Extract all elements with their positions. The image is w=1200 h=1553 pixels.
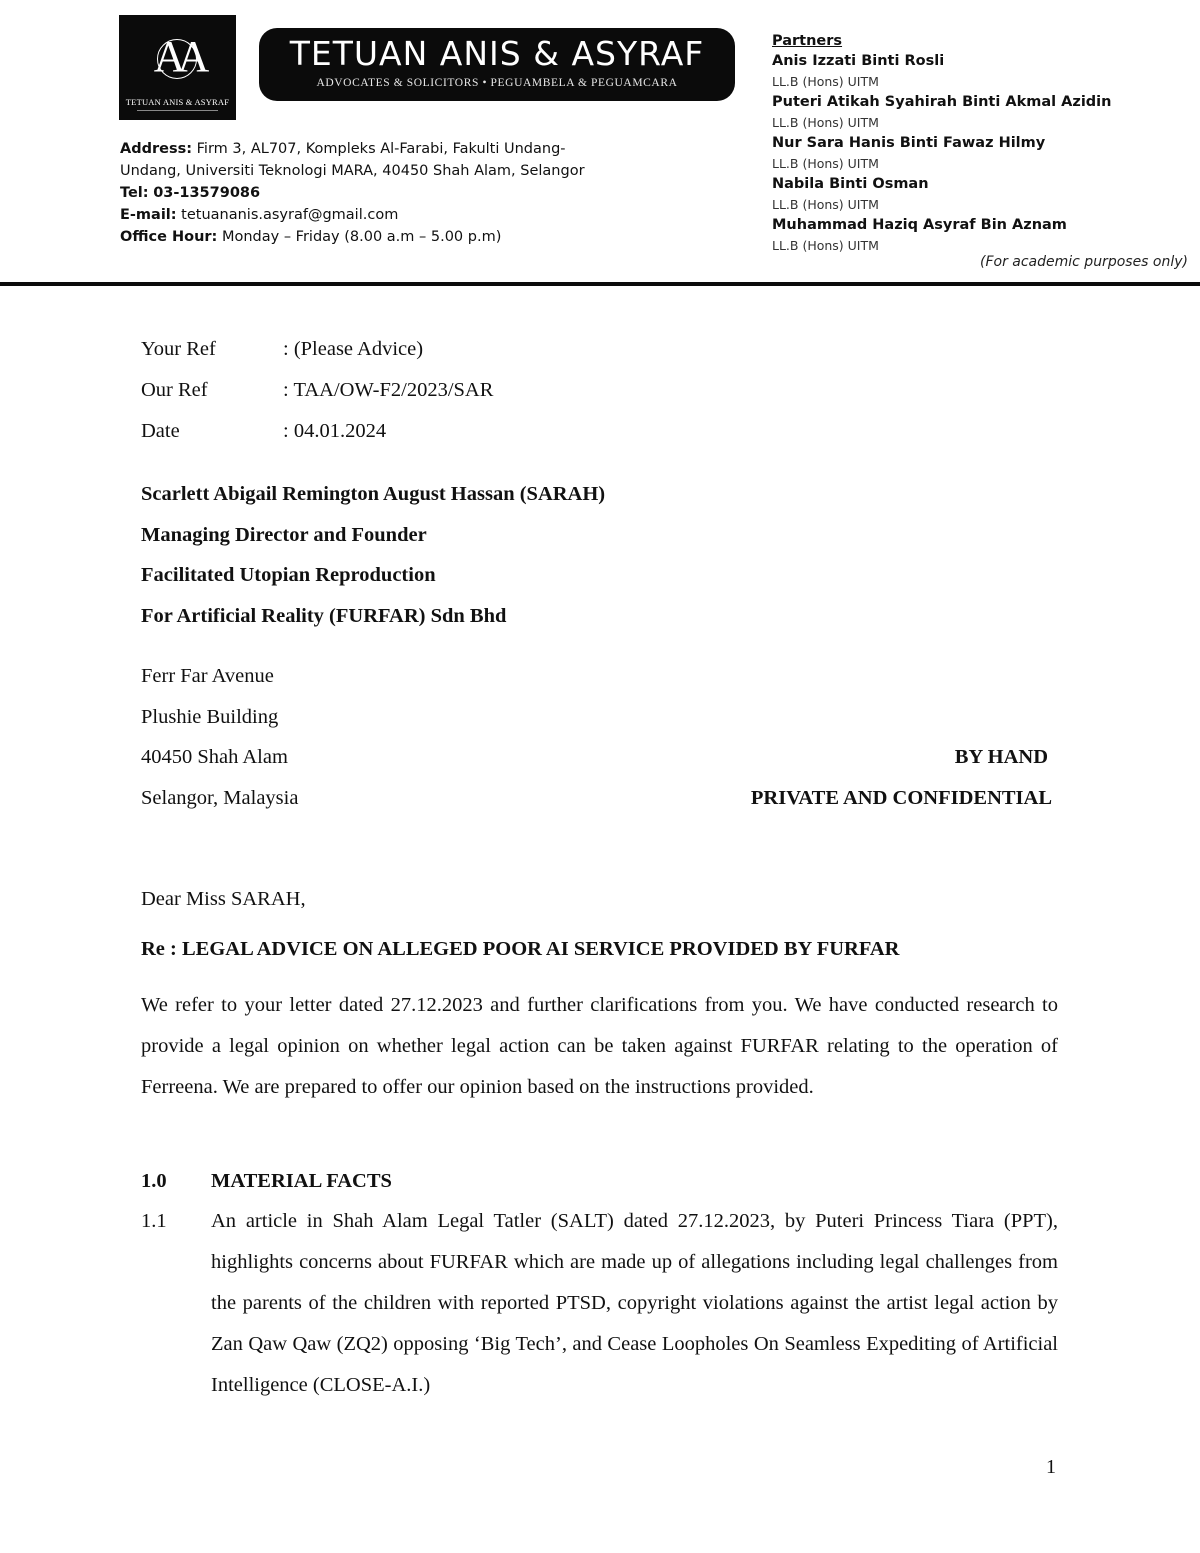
our-ref-label: Our Ref: [141, 379, 208, 401]
recipient-position: Managing Director and Founder: [141, 523, 427, 546]
date-row: [141, 419, 493, 460]
firm-name-banner: [259, 28, 735, 101]
recipient-name: Scarlett Abigail Remington August Hassan (SARAH): [141, 483, 606, 505]
delivery-method: BY HAND: [954, 746, 1048, 768]
email-label: E-mail:: [120, 207, 177, 223]
partner-degree: LL.B (Hons) UITM: [772, 74, 879, 89]
our-ref-value: : TAA/OW-F2/2023/SAR: [283, 379, 494, 401]
subject-line: Re : LEGAL ADVICE ON ALLEGED POOR AI SERVICE PROVIDED BY FURFAR: [141, 938, 900, 960]
item-number: 1.1: [141, 1210, 167, 1232]
partner-name: Nur Sara Hanis Binti Fawaz Hilmy: [772, 135, 1046, 151]
partner-name: Anis Izzati Binti Rosli: [772, 53, 945, 69]
tel-line: [120, 182, 640, 204]
partner-name: Muhammad Haziq Asyraf Bin Aznam: [772, 217, 1067, 233]
address-line-2: Plushie Building: [141, 705, 279, 728]
section-number: 1.0: [141, 1170, 167, 1192]
address-line-1: Ferr Far Avenue: [141, 665, 274, 687]
partner-degree: LL.B (Hons) UITM: [772, 197, 879, 212]
partner-name: Puteri Atikah Syahirah Binti Akmal Azidin: [772, 94, 1112, 110]
recipient-company-line2: For Artificial Reality (FURFAR) Sdn Bhd: [141, 604, 507, 627]
intro-paragraph: We refer to your letter dated 27.12.2023 and further clarifications from you. We have conducted research to provide a legal opinion on whether legal action can be taken against FURFAR relating to the operation of Ferreena. We are prepared to offer our opinion based on the instructions provided.: [141, 994, 1058, 1098]
partner-name: Nabila Binti Osman: [772, 176, 929, 192]
address-line1: Firm 3, AL707, Kompleks Al-Farabi, Fakulti Undang-: [196, 141, 566, 157]
contact-block: [120, 138, 640, 248]
logo-name: TETUAN ANIS & ASYRAF: [125, 97, 230, 107]
address-line2: Undang, Universiti Teknologi MARA, 40450 Shah Alam, Selangor: [120, 163, 585, 179]
header-divider: [0, 282, 1200, 286]
page-number: 1: [1046, 1456, 1056, 1478]
logo-monogram: AA: [153, 32, 202, 81]
firm-subtitle: ADVOCATES & SOLICITORS • PEGUAMBELA & PEGUAMCARA: [316, 77, 678, 89]
your-ref-row: [141, 337, 493, 378]
recipient-address: [141, 663, 298, 825]
tel-value: 03-13579086: [153, 185, 261, 201]
logo-underline: [137, 110, 218, 113]
address-line-3: 40450 Shah Alam: [141, 746, 288, 768]
email-value: tetuananis.asyraf@gmail.com: [181, 207, 399, 223]
partner-degree: LL.B (Hons) UITM: [772, 156, 879, 171]
your-ref-label: Your Ref: [141, 338, 216, 360]
email-line: [120, 204, 640, 226]
classification: PRIVATE AND CONFIDENTIAL: [750, 787, 1052, 809]
your-ref-value: : (Please Advice): [283, 338, 424, 360]
partner-degree: LL.B (Hons) UITM: [772, 238, 879, 253]
partners-title: Partners: [772, 33, 843, 49]
address-line-4: Selangor, Malaysia: [141, 786, 299, 809]
item-text: An article in Shah Alam Legal Tatler (SALT) dated 27.12.2023, by Puteri Princess Tiara (PPT), highlights concerns about FURFAR which are made up of allegations including legal challenges from the parents of the children with reported PTSD, copyright violations against the artist legal action by Zan Qaw Qaw (ZQ2) opposing ‘Big Tech’, and Cease Loopholes On Seamless Expediting of Artificial Intelligence (CLOSE-A.I.): [211, 1210, 1058, 1396]
partner-degree: LL.B (Hons) UITM: [772, 115, 879, 130]
firm-name: TETUAN ANIS & ASYRAF: [289, 34, 705, 73]
hours-line: [120, 226, 640, 248]
hours-label: Office Hour:: [120, 229, 218, 245]
date-value: : 04.01.2024: [283, 420, 387, 442]
section-title: MATERIAL FACTS: [211, 1170, 392, 1192]
tel-label: Tel:: [120, 185, 149, 201]
hours-value: Monday – Friday (8.00 a.m – 5.00 p.m): [221, 229, 502, 245]
recipient-block: [141, 481, 605, 643]
partners-block: [772, 31, 1192, 256]
reference-block: [141, 337, 493, 460]
academic-note: (For academic purposes only): [979, 254, 1188, 270]
salutation: Dear Miss SARAH,: [141, 888, 306, 910]
date-label: Date: [141, 420, 180, 442]
address-line: [120, 138, 640, 160]
address-label: Address:: [120, 141, 193, 157]
firm-logo: [119, 15, 236, 120]
our-ref-row: [141, 378, 493, 419]
recipient-company-line1: Facilitated Utopian Reproduction: [141, 564, 436, 586]
